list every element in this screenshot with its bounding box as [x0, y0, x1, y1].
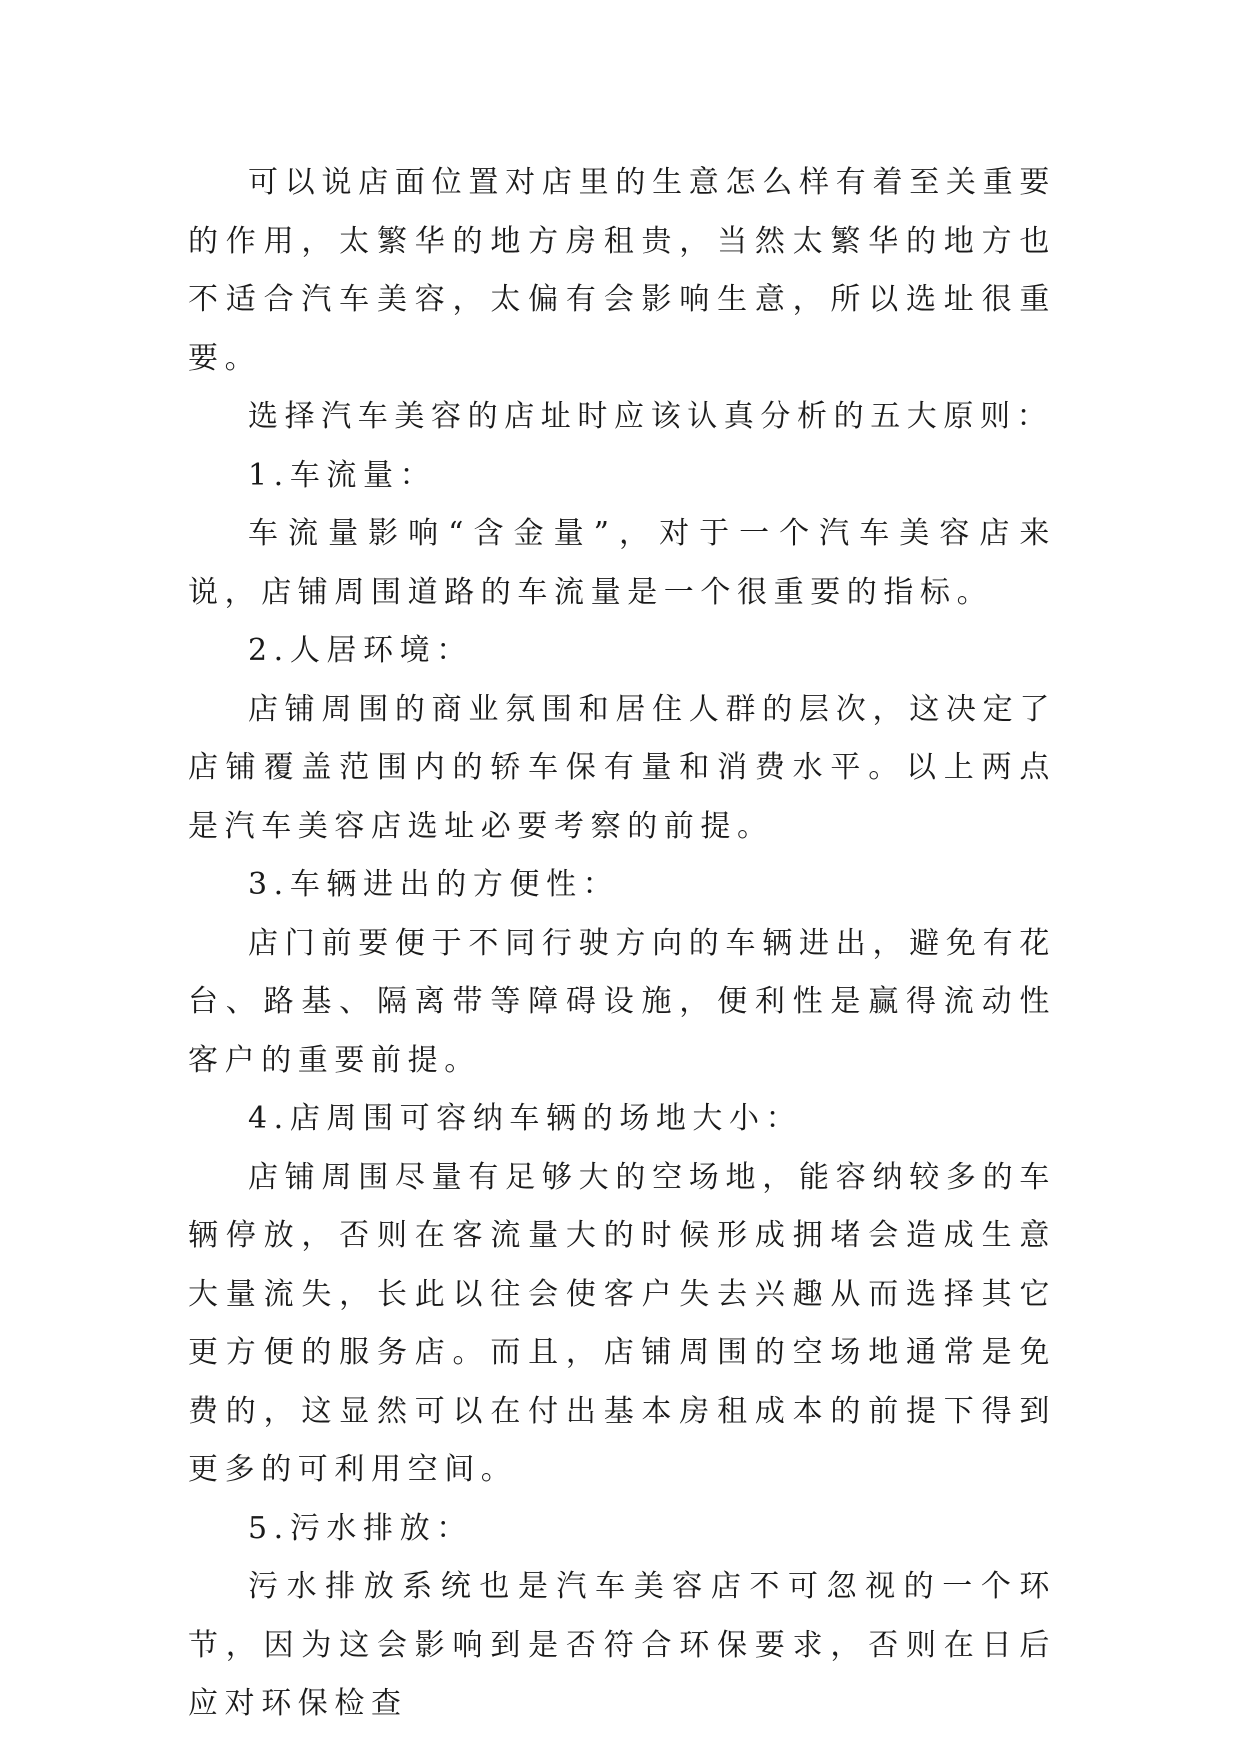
document-body	[188, 154, 1056, 1734]
paragraph-parking-space: 店铺周围尽量有足够大的空场地，能容纳较多的车辆停放，否则在客流量大的时候形成拥堵会造成生意大量流失，长此以往会使客户失去兴趣从而选择其它更方便的服务店。而且，店铺周围的空场地通常是免费的，这显然可以在付出基本房租成本的前提下得到更多的可利用空间。	[188, 1159, 1056, 1487]
paragraph-sewage-discharge: 污水排放系统也是汽车美容店不可忽视的一个环节，因为这会影响到是否符合环保要求，否则在日后应对环保检查	[188, 1569, 1056, 1721]
heading-traffic-flow: 1.车流量：	[248, 457, 437, 493]
heading-sewage-discharge: 5.污水排放：	[248, 1510, 473, 1546]
heading-living-environment: 2.人居环境：	[248, 633, 473, 668]
paragraph-traffic-flow: 车流量影响“含金量”，对于一个汽车美容店来说，店铺周围道路的车流量是一个很重要的指标。	[188, 516, 1056, 610]
paragraph-living-environment: 店铺周围的商业氛围和居住人群的层次，这决定了店铺覆盖范围内的轿车保有量和消费水平。以上两点是汽车美容店选址必要考察的前提。	[188, 691, 1056, 844]
paragraph-principles-heading: 选择汽车美容的店址时应该认真分析的五大原则：	[248, 399, 1054, 434]
heading-vehicle-access: 3.车辆进出的方便性：	[248, 867, 620, 902]
paragraph-vehicle-access: 店门前要便于不同行驶方向的车辆进出，避免有花台、路基、隔离带等障碍设施，便利性是赢得流动性客户的重要前提。	[188, 925, 1056, 1078]
paragraph-intro: 可以说店面位置对店里的生意怎么样有着至关重要的作用，太繁华的地方房租贵，当然太繁华的地方也不适合汽车美容，太偏有会影响生意，所以选址很重要。	[188, 165, 1056, 376]
heading-parking-space: 4.店周围可容纳车辆的场地大小：	[248, 1101, 803, 1136]
